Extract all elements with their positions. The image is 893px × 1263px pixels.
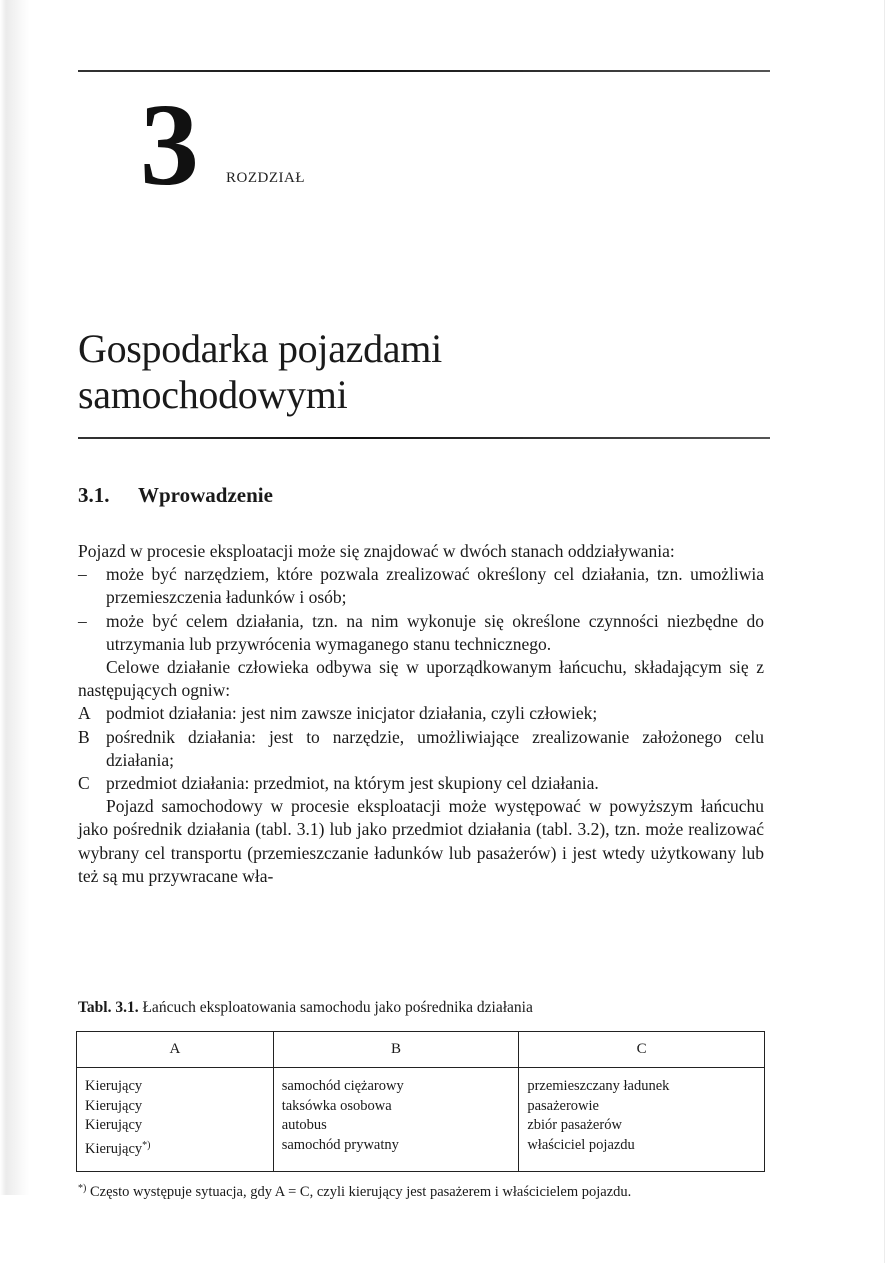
top-rule bbox=[78, 70, 770, 72]
list-marker: A bbox=[78, 703, 91, 724]
chain-paragraph: Celowe działanie człowieka odbywa się w uporządkowanym łańcuchu, składającym się z następujących ogniw: bbox=[78, 657, 764, 701]
list-item-text: przedmiot działania: przedmiot, na którym jest skupiony cel działania. bbox=[106, 773, 599, 794]
table-cell-c bbox=[519, 1068, 765, 1172]
table-header-row bbox=[77, 1032, 765, 1068]
cell-value: Kierujący bbox=[85, 1078, 143, 1094]
chain-table bbox=[76, 1031, 765, 1172]
footnote-ref: *) bbox=[142, 1139, 151, 1151]
table-header-a: A bbox=[77, 1032, 274, 1068]
scan-edge-right bbox=[884, 0, 885, 1263]
chapter-title bbox=[78, 326, 442, 418]
section-title: Wprowadzenie bbox=[138, 483, 273, 507]
cell-value: taksówka osobowa bbox=[281, 1097, 392, 1114]
section-heading bbox=[78, 483, 273, 508]
cell-value: Kierujący bbox=[85, 1117, 143, 1133]
list-marker: – bbox=[78, 564, 87, 585]
vehicle-paragraph: Pojazd samochodowy w procesie eksploatacji może występować w powyższym łańcuchu jako pośrednik działania (tabl. 3.1) lub jako przedmiot działania (tabl. 3.2), tzn. może realizować wybrany cel transportu (przemieszczanie ładunków lub pasażerów) i jest wtedy użytkowany lub też są mu przywracane wła- bbox=[78, 796, 764, 886]
intro-paragraph: Pojazd w procesie eksploatacji może się znajdować w dwóch stanach oddziaływania: bbox=[78, 541, 675, 561]
chapter-title-line-1: Gospodarka pojazdami bbox=[78, 326, 442, 371]
table-footnote bbox=[78, 1183, 631, 1201]
cell-value-with-note bbox=[85, 1136, 265, 1160]
list-marker: B bbox=[78, 726, 90, 747]
cell-value: właściciel pojazdu bbox=[527, 1136, 635, 1153]
cell-value: przemieszczany ładunek bbox=[527, 1078, 670, 1094]
list-item-text: może być celem działania, tzn. na nim wykonuje się określone czynności niezbędne do utrzymania lub przywrócenia wymaganego stanu technicznego. bbox=[106, 610, 764, 654]
cell-value: autobus bbox=[281, 1117, 327, 1133]
letter-list-item-b bbox=[78, 726, 764, 772]
cell-value: zbiór pasażerów bbox=[527, 1117, 622, 1133]
section-number: 3.1. bbox=[78, 483, 110, 507]
cell-value: Kierujący bbox=[85, 1097, 143, 1114]
letter-list-item-a bbox=[78, 702, 764, 725]
scan-shadow-left bbox=[0, 0, 30, 1195]
table-caption-text: Łańcuch eksploatowania samochodu jako pośrednika działania bbox=[142, 999, 533, 1016]
chapter-label: ROZDZIAŁ bbox=[226, 170, 305, 186]
table-row bbox=[77, 1068, 765, 1172]
table-header-b: B bbox=[273, 1032, 519, 1068]
dash-list-item bbox=[78, 610, 764, 656]
cell-value: pasażerowie bbox=[527, 1097, 599, 1114]
list-item-text: podmiot działania: jest nim zawsze inicjator działania, czyli człowiek; bbox=[106, 703, 598, 724]
table-caption bbox=[78, 999, 533, 1017]
list-marker: C bbox=[78, 773, 90, 794]
footnote-text: Często występuje sytuacja, gdy A = C, czyli kierujący jest pasażerem i właścicielem pojazdu. bbox=[89, 1184, 632, 1200]
title-rule bbox=[78, 437, 770, 439]
table-cell-b bbox=[273, 1068, 519, 1172]
footnote-marker: *) bbox=[78, 1183, 87, 1194]
table-caption-label: Tabl. 3.1. bbox=[78, 999, 139, 1016]
letter-list-item-c bbox=[78, 772, 764, 795]
list-item-text: pośrednik działania: jest to narzędzie, umożliwiające zrealizowanie założonego celu działania; bbox=[106, 726, 764, 770]
table-header-c: C bbox=[519, 1032, 765, 1068]
chapter-number: 3 bbox=[140, 79, 197, 210]
list-item-text: może być narzędziem, które pozwala zrealizować określony cel działania, tzn. umożliwia przemieszczenia ładunków i osób; bbox=[106, 564, 764, 608]
chapter-title-line-2: samochodowymi bbox=[78, 372, 348, 417]
cell-value: samochód prywatny bbox=[281, 1136, 399, 1153]
cell-value: Kierujący bbox=[85, 1140, 143, 1157]
cell-value: samochód ciężarowy bbox=[281, 1078, 404, 1094]
list-marker: – bbox=[78, 610, 87, 631]
body-text bbox=[78, 540, 764, 888]
table-cell-a bbox=[77, 1068, 274, 1172]
dash-list-item bbox=[78, 563, 764, 609]
